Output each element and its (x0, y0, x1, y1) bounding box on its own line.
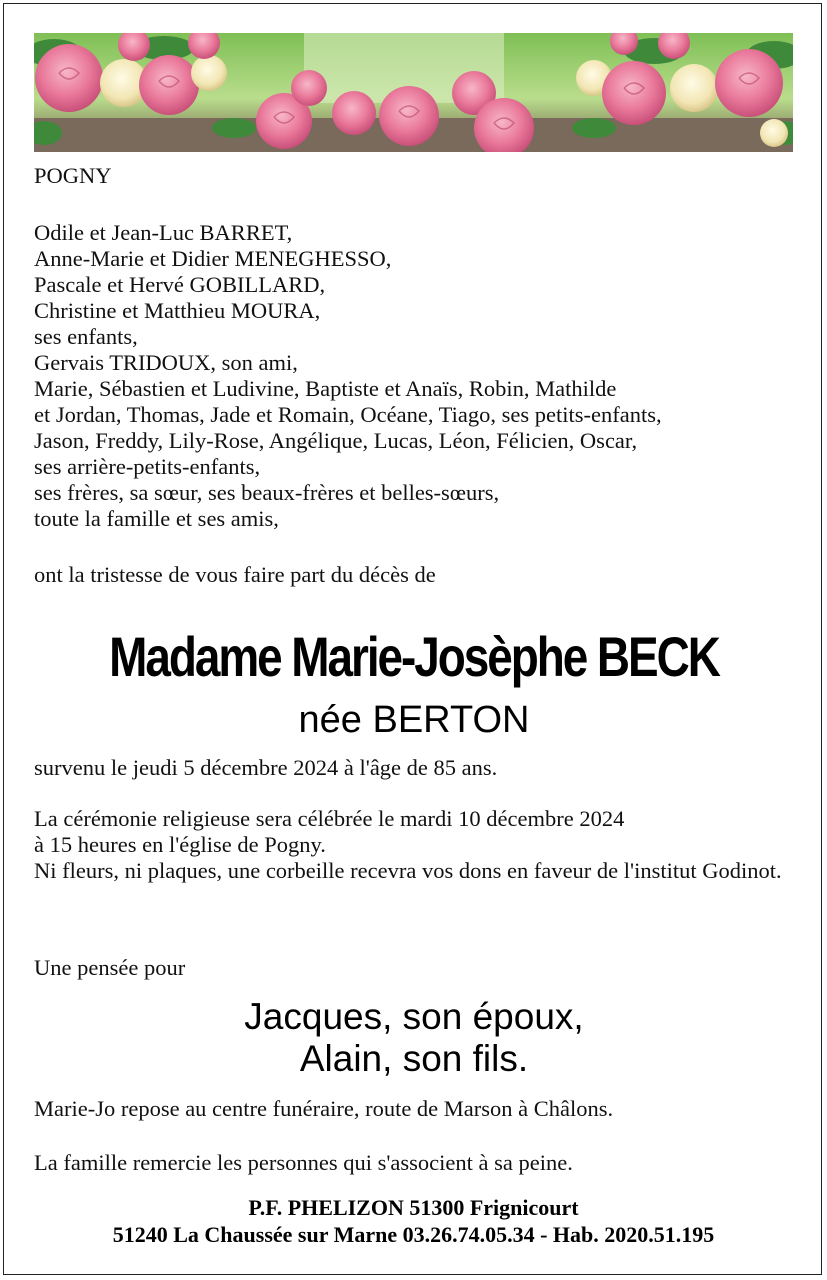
funeral-home-name: P.F. PHELIZON 51300 Frignicourt (248, 1195, 579, 1220)
resting-place: Marie-Jo repose au centre funéraire, route de Marson à Châlons. (34, 1096, 614, 1121)
death-info: survenu le jeudi 5 décembre 2024 à l'âge de 85 ans. (34, 755, 498, 780)
family-line: Marie, Sébastien et Ludivine, Baptiste et Anaïs, Robin, Mathilde (34, 376, 617, 401)
ceremony-line: La cérémonie religieuse sera célébrée le mardi 10 décembre 2024 (34, 806, 625, 831)
family-line: Gervais TRIDOUX, son ami, (34, 350, 298, 375)
family-line: ses enfants, (34, 324, 138, 349)
thanks-text: La famille remercie les personnes qui s'associent à sa peine. (34, 1150, 573, 1175)
family-line: et Jordan, Thomas, Jade et Romain, Océane, Tiago, ses petits-enfants, (34, 402, 662, 427)
family-line: Jason, Freddy, Lily-Rose, Angélique, Lucas, Léon, Félicien, Oscar, (34, 428, 638, 453)
memorial-line: Alain, son fils. (299, 1038, 529, 1079)
maiden-name: née BERTON (298, 699, 530, 741)
deceased-name: Madame Marie-Josèphe BECK (109, 625, 719, 688)
ceremony-line: à 15 heures en l'église de Pogny. (34, 832, 326, 857)
roses-banner-image (34, 33, 793, 152)
family-line: Pascale et Hervé GOBILLARD, (34, 272, 326, 297)
memorial-line: Jacques, son époux, (244, 996, 584, 1037)
funeral-home-contact: 51240 La Chaussée sur Marne 03.26.74.05.34 - Hab. 2020.51.195 (112, 1222, 715, 1247)
thought-intro: Une pensée pour (34, 955, 186, 980)
donations-text: Ni fleurs, ni plaques, une corbeille recevra vos dons en faveur de l'institut Godinot. (34, 858, 782, 883)
announcement: ont la tristesse de vous faire part du décès de (34, 562, 436, 587)
family-line: ses arrière-petits-enfants, (34, 454, 261, 479)
family-line: toute la famille et ses amis, (34, 506, 279, 531)
family-line: Anne-Marie et Didier MENEGHESSO, (34, 246, 392, 271)
locality: POGNY (34, 163, 112, 188)
family-line: ses frères, sa sœur, ses beaux-frères et belles-sœurs, (34, 480, 500, 505)
family-line: Christine et Matthieu MOURA, (34, 298, 321, 323)
family-line: Odile et Jean-Luc BARRET, (34, 220, 293, 245)
